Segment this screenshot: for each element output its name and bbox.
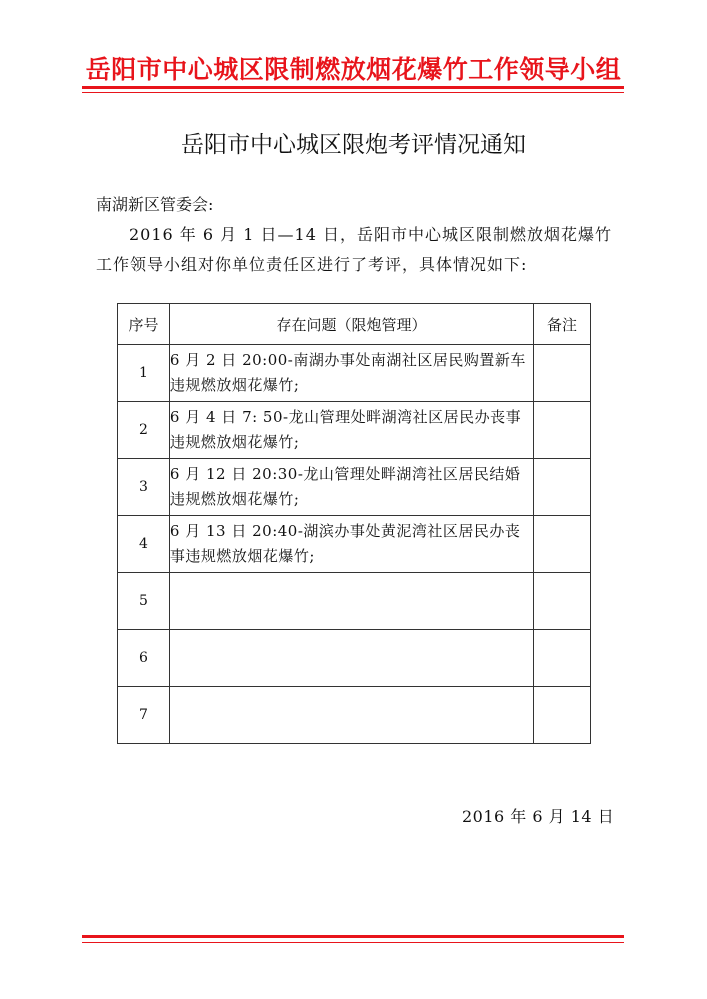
document-title: 岳阳市中心城区限炮考评情况通知: [181, 132, 526, 158]
row-seq: 2: [118, 402, 170, 459]
table-row: [118, 516, 591, 573]
header-rule-thin: [82, 92, 624, 93]
table-row: [118, 345, 591, 402]
row-seq: 4: [118, 516, 170, 573]
row-issue: [169, 630, 533, 687]
footer-rule-thick: [82, 935, 624, 938]
row-issue: 6 月 4 日 7: 50-龙山管理处畔湖湾社区居民办丧事违规燃放烟花爆竹;: [169, 402, 533, 459]
table-row: [118, 573, 591, 630]
row-issue: [169, 573, 533, 630]
row-issue: [169, 687, 533, 744]
table-row: [118, 402, 591, 459]
row-note: [534, 402, 591, 459]
recipient: 南湖新区管委会:: [96, 195, 214, 214]
table-row: [118, 687, 591, 744]
body-text: 2016 年 6 月 1 日—14 日，岳阳市中心城区限制燃放烟花爆竹工作领导小组对你单位责任区进行了考评，具体情况如下:: [96, 225, 612, 274]
row-seq: 6: [118, 630, 170, 687]
row-issue: 6 月 13 日 20:40-湖滨办事处黄泥湾社区居民办丧事违规燃放烟花爆竹;: [169, 516, 533, 573]
row-note: [534, 573, 591, 630]
row-seq: 1: [118, 345, 170, 402]
document-date: 2016 年 6 月 14 日: [462, 807, 615, 826]
row-issue: 6 月 12 日 20:30-龙山管理处畔湖湾社区居民结婚违规燃放烟花爆竹;: [169, 459, 533, 516]
row-note: [534, 630, 591, 687]
table-row: [118, 630, 591, 687]
header-note: 备注: [534, 304, 591, 345]
org-header: 岳阳市中心城区限制燃放烟花爆竹工作领导小组: [85, 55, 622, 84]
row-seq: 5: [118, 573, 170, 630]
row-issue: 6 月 2 日 20:00-南湖办事处南湖社区居民购置新车违规燃放烟花爆竹;: [169, 345, 533, 402]
row-note: [534, 687, 591, 744]
row-seq: 7: [118, 687, 170, 744]
header-issue: 存在问题（限炮管理）: [169, 304, 533, 345]
row-note: [534, 516, 591, 573]
table-header-row: [118, 304, 591, 345]
header-rule-thick: [82, 86, 624, 89]
footer-rule-thin: [82, 942, 624, 943]
evaluation-table: [117, 303, 591, 744]
row-seq: 3: [118, 459, 170, 516]
header-seq: 序号: [118, 304, 170, 345]
table-row: [118, 459, 591, 516]
row-note: [534, 345, 591, 402]
row-note: [534, 459, 591, 516]
